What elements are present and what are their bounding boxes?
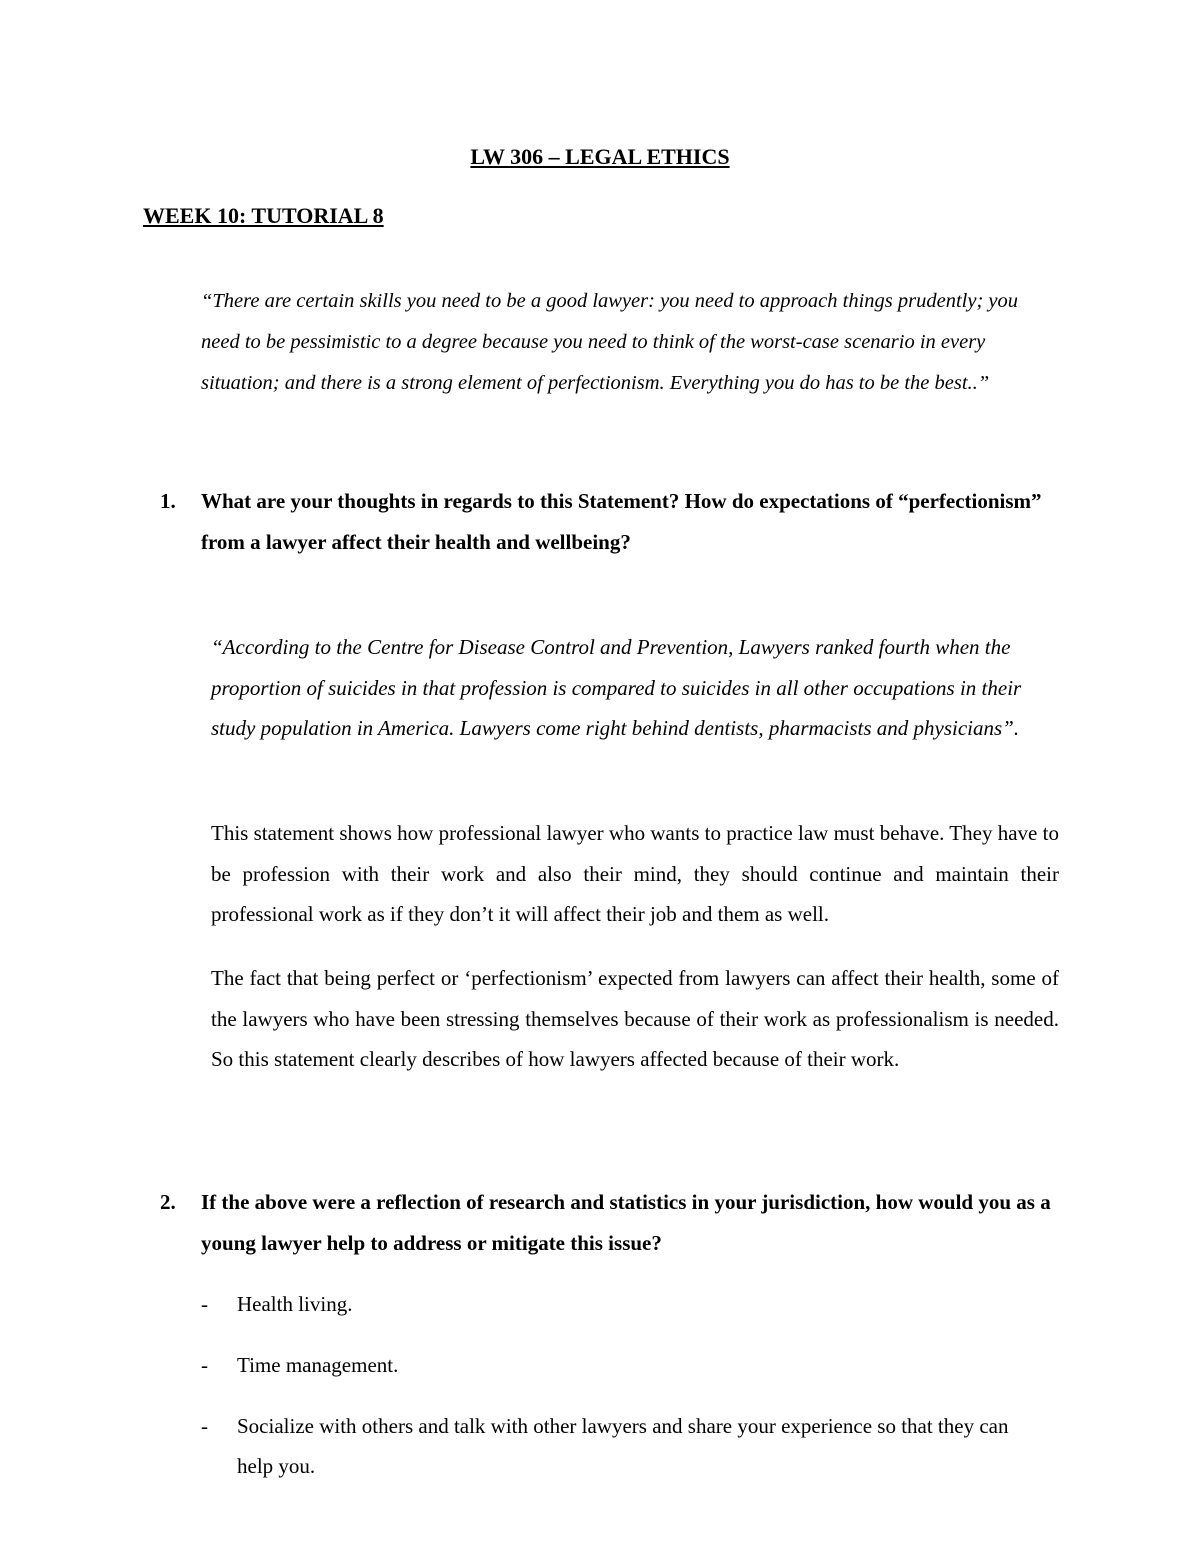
question-2-text: If the above were a reflection of research and statistics in your jurisdiction, how would you as a young lawyer help to address or mitigate this issue? [201, 1190, 1051, 1255]
question-1 [160, 481, 1061, 563]
answer-1-paragraph-1: This statement shows how professional lawyer who wants to practice law must behave. They have to be profession with their work and also their mind, they should continue and maintain their professional work as if they don’t it will affect their job and them as well. [211, 821, 1059, 926]
list-item-text: Socialize with others and talk with other lawyers and share your experience so that they can help you. [237, 1414, 1009, 1478]
answer-1-paragraph-2: The fact that being perfect or ‘perfectionism’ expected from lawyers can affect their health, some of the lawyers who have been stressing themselves because of their work as professionalism is needed. So this statement clearly describes of how lawyers affected because of their work. [211, 966, 1059, 1071]
bullet-dash: - [201, 1353, 208, 1377]
week-heading: WEEK 10: TUTORIAL 8 [143, 203, 384, 228]
answer-1-quote: “According to the Centre for Disease Control and Prevention, Lawyers ranked fourth when the proportion of suicides in that profession is compared to suicides in all other occupations in their study population in America. Lawyers come right behind dentists, pharmacists and physicians”. [211, 635, 1022, 740]
question-2-number: 2. [160, 1190, 176, 1214]
question-1-text: What are your thoughts in regards to this Statement? How do expectations of “perfectionism” from a lawyer affect their health and wellbeing? [201, 489, 1042, 554]
question-2 [160, 1182, 1061, 1264]
list-item [201, 1406, 1031, 1486]
list-item [201, 1345, 1031, 1385]
document-title: LW 306 – LEGAL ETHICS [470, 144, 730, 169]
list-item-text: Health living. [237, 1292, 353, 1316]
question-1-number: 1. [160, 489, 176, 513]
bullet-dash: - [201, 1292, 208, 1316]
list-item [201, 1284, 1031, 1324]
opening-quote: “There are certain skills you need to be a good lawyer: you need to approach things prudently; you need to be pessimistic to a degree because you need to think of the worst-case scenario in every situation; and there is a strong element of perfectionism. Everything you do has to be the best..” [201, 290, 1018, 394]
list-item-text: Time management. [237, 1353, 399, 1377]
bullet-dash: - [201, 1414, 208, 1438]
